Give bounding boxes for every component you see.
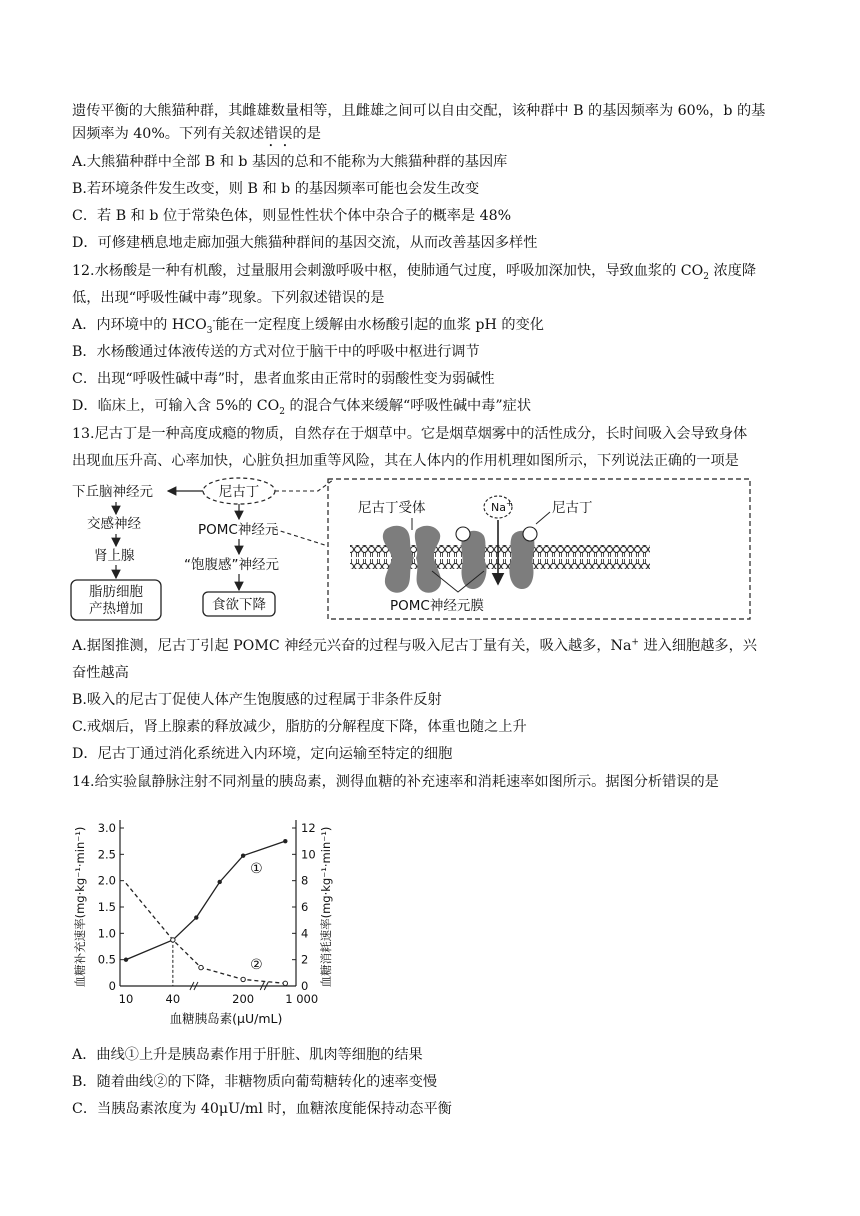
right-y-axis-label: 血糖消耗速率(mg·kg⁻¹·min⁻¹) [319,826,333,988]
q11-stem-text: 因频率为 40%。下列有关叙述 [72,126,265,142]
q12-option-a [72,315,544,335]
nicotine-pointer [536,512,550,524]
q13-option-a-text-end: 进入细胞越多，兴 [638,638,757,654]
series-2-point [171,938,175,942]
left-tick-label: 2.5 [97,847,116,862]
q13-option-b: B.吸入的尼古丁促使人体产生饱腹感的过程属于非条件反射 [72,692,442,708]
series-1-point [283,839,287,843]
q11-stem-text-end: 的是 [292,126,321,142]
left-tick-label: 1.0 [97,926,116,941]
right-tick-label: 4 [301,926,309,941]
zoom-line-top [275,480,333,491]
q11-option-a: A.大熊猫种群中全部 B 和 b 基因的总和不能称为大熊猫种群的基因库 [72,154,508,170]
q14-stem: 14.给实验鼠静脉注射不同剂量的胰岛素，测得血糖的补充速率和消耗速率如图所示。据图分析错误的是 [72,774,719,790]
q12-stem-line2: 低，出现“呼吸性碱中毒”现象。下列叙述错误的是 [72,290,385,306]
series-1-point [194,915,198,919]
q11-option-d: D．可修建栖息地走廊加强大熊猫种群间的基因交流，从而改善基因多样性 [72,235,538,251]
q14-option-a: A．曲线①上升是胰岛素作用于肝脏、肌肉等细胞的结果 [72,1047,423,1063]
left-y-axis-label: 血糖补充速率(mg·kg⁻¹·min⁻¹) [73,826,87,988]
q12-option-d [72,396,531,416]
q12-co2-subscript-d: 2 [279,406,285,417]
q13-stem-line1: 13.尼古丁是一种高度成瘾的物质，自然存在于烟草中。它是烟草烟雾中的活性成分，长时间吸入会导致身体 [72,426,748,442]
q11-option-c: C．若 B 和 b 位于常染色体，则显性性状个体中杂合子的概率是 48% [72,208,512,224]
series-1-point [124,957,128,961]
pomc-label: POMC神经元 [198,522,279,538]
zoom-line-bottom [274,529,328,546]
q13-option-a-text: A.据图推测，尼古丁引起 POMC 神经元兴奋的过程与吸入尼古丁量有关，吸入越多，Na [72,638,632,654]
series-2-point [283,981,287,985]
x-tick-label: 1 000 [285,992,319,1006]
series-2-point [199,965,203,969]
q12-option-a-text-end: 能在一定程度上缓解由水杨酸引起的血浆 pH 的变化 [215,317,544,333]
q11-option-b: B.若环境条件发生改变，则 B 和 b 的基因频率可能也会发生改变 [72,181,480,197]
left-tick-label: 2.0 [97,873,116,888]
heat-label: 产热增加 [89,601,143,617]
right-tick-label: 8 [301,873,309,888]
q12-hco3-superscript: - [212,316,216,327]
right-tick-label: 0 [301,979,309,993]
q12-stem-text: 12.水杨酸是一种有机酸，过量服用会刺激呼吸中枢，使肺通气过度，呼吸加深加快，导致血浆的 CO [72,263,704,279]
q12-option-a-text: A．内环境中的 HCO [72,317,207,333]
insulin-chart [68,810,368,1036]
receptor-label: 尼古丁受体 [358,500,426,516]
hypothalamus-label: 下丘脑神经元 [72,484,153,500]
adrenal-label: 肾上腺 [94,548,135,564]
series-1-point [241,853,245,857]
q13-option-a-line1 [72,636,757,656]
q12-stem-text-end: 浓度降 [708,263,757,279]
sympathetic-label: 交感神经 [87,516,141,532]
x-axis-label: 血糖胰岛素(μU/mL) [169,1011,283,1026]
satiety-label: “饱腹感”神经元 [184,557,279,573]
nicotine-bound-right [523,527,537,541]
q12-option-b: B．水杨酸通过体液传送的方式对位于脑干中的呼吸中枢进行调节 [72,344,480,360]
right-tick-label: 12 [301,821,316,835]
right-tick-label: 6 [301,900,309,914]
series-2-label: ② [250,956,263,973]
series-1-point [218,880,222,884]
nicotine-label-right: 尼古丁 [552,500,593,516]
q13-option-d: D．尼古丁通过消化系统进入内环境，定向运输至特定的细胞 [72,746,453,762]
left-tick-label: 3.0 [97,821,116,835]
q13-option-a-line2: 奋性越高 [72,665,129,681]
q11-stem-line2 [72,124,321,150]
fat-cell-label: 脂肪细胞 [89,584,143,600]
q12-hco3-subscript: 3 [206,325,213,336]
right-tick-label: 2 [301,952,309,967]
x-tick-label: 40 [165,992,181,1006]
left-tick-label: 0.5 [97,952,116,967]
q14-option-c: C．当胰岛素浓度为 40μU/ml 时，血糖浓度能保持动态平衡 [72,1101,452,1117]
left-tick-label: 0 [108,979,116,993]
q13-na-superscript: + [631,637,639,648]
series-2-point [241,977,245,981]
x-tick-label: 10 [118,992,134,1006]
q12-option-c: C．出现“呼吸性碱中毒”时，患者血浆由正常时的弱酸性变为弱碱性 [72,371,495,387]
q11-stem-line1: 遗传平衡的大熊猫种群，其雌雄数量相等，且雌雄之间可以自由交配，该种群中 B 的基因频率为 60%，b 的基 [72,103,766,119]
appetite-label: 食欲下降 [212,597,266,613]
q14-option-b: B．随着曲线②的下降，非糖物质向葡萄糖转化的速率变慢 [72,1074,438,1090]
q12-option-d-text-end: 的混合气体来缓解“呼吸性碱中毒”症状 [285,398,532,414]
nicotine-label: 尼古丁 [218,484,260,500]
series-1-line [126,841,285,960]
left-tick-label: 1.5 [97,900,116,914]
nicotine-bound-left [456,527,470,541]
q12-co2-subscript: 2 [703,271,709,282]
x-tick-label: 200 [232,992,255,1006]
q12-option-d-text: D．临床上，可输入含 5%的 CO [72,398,280,414]
nicotine-mechanism-diagram [60,474,810,626]
sodium-label: Na+ [491,499,513,514]
q12-stem-line1 [72,261,756,281]
membrane-label: POMC神经元膜 [390,598,484,614]
q13-stem-line2: 出现血压升高、心率加快，心脏负担加重等风险，其在人体内的作用机理如图所示，下列说法正确的一项是 [72,453,739,469]
right-tick-label: 10 [301,847,316,862]
q11-stem-emphasis: 错误 [264,126,293,142]
series-1-label: ① [250,860,263,877]
q13-option-c: C.戒烟后，肾上腺素的释放减少，脂肪的分解程度下降，体重也随之上升 [72,719,527,735]
